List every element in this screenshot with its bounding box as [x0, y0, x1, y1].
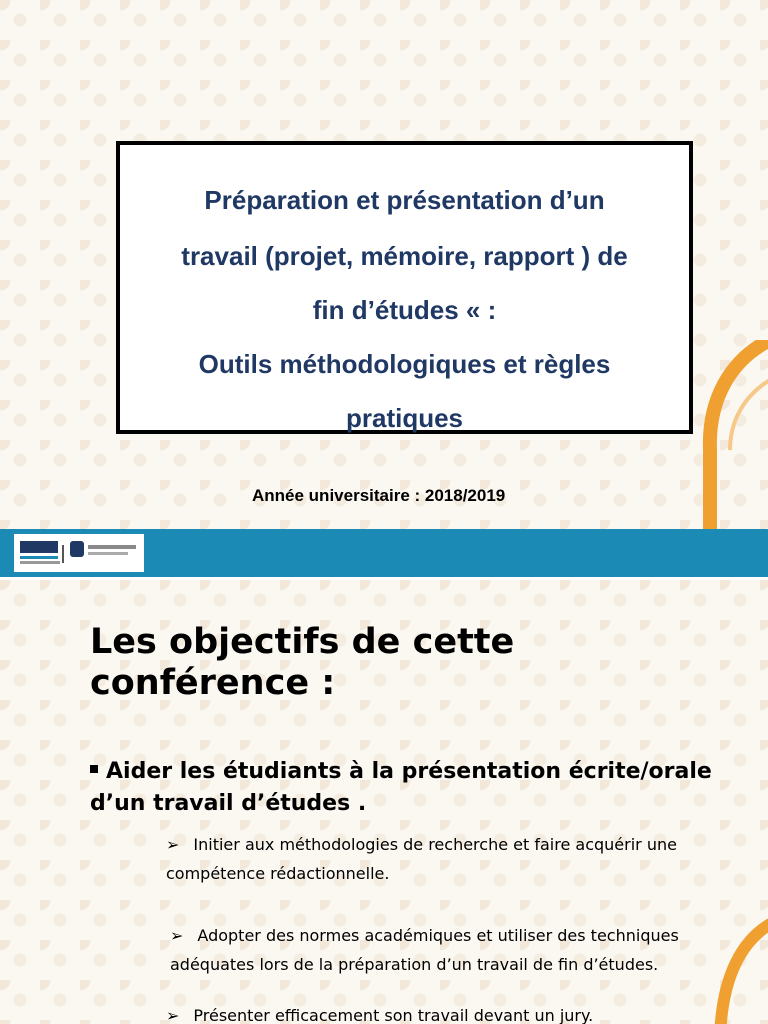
sub-bullet-3: [166, 1001, 736, 1024]
sub-bullet-3-text: Présenter efficacement son travail devant un jury.: [193, 1006, 594, 1024]
title-line-1: Préparation et présentation d’un: [204, 185, 605, 215]
title-line-2: travail (projet, mémoire, rapport ) de: [181, 241, 628, 271]
sub-bullet-1: [166, 830, 736, 888]
title-line-5: pratiques: [345, 403, 464, 433]
sub-bullet-2: [170, 921, 740, 979]
title-line-3: fin d’études « :: [312, 295, 497, 325]
main-bullet-text: Aider les étudiants à la présentation écrite/orale d’un travail d’études .: [90, 759, 712, 816]
academic-year: Année universitaire : 2018/2019: [252, 486, 506, 505]
arrow-bullet-icon: ➢: [166, 835, 180, 854]
square-bullet-icon: [90, 765, 98, 773]
main-bullet: [90, 756, 740, 820]
title-box: [116, 141, 693, 434]
university-logo-icon: [14, 534, 144, 572]
sub-bullet-2-text: Adopter des normes académiques et utiliser des techniques adéquates lors de la préparation d’un travail de fin d’études.: [170, 926, 679, 974]
arrow-bullet-icon: ➢: [166, 1006, 180, 1024]
footer-band: [0, 529, 768, 577]
objectives-slide: [0, 580, 768, 1024]
sub-bullet-1-text: Initier aux méthodologies de recherche et faire acquérir une compétence rédactionnelle.: [166, 835, 677, 883]
arrow-bullet-icon: ➢: [170, 926, 184, 945]
slide-title: Les objectifs de cette conférence :: [90, 622, 515, 703]
title-line-4: Outils méthodologiques et règles: [198, 349, 611, 379]
